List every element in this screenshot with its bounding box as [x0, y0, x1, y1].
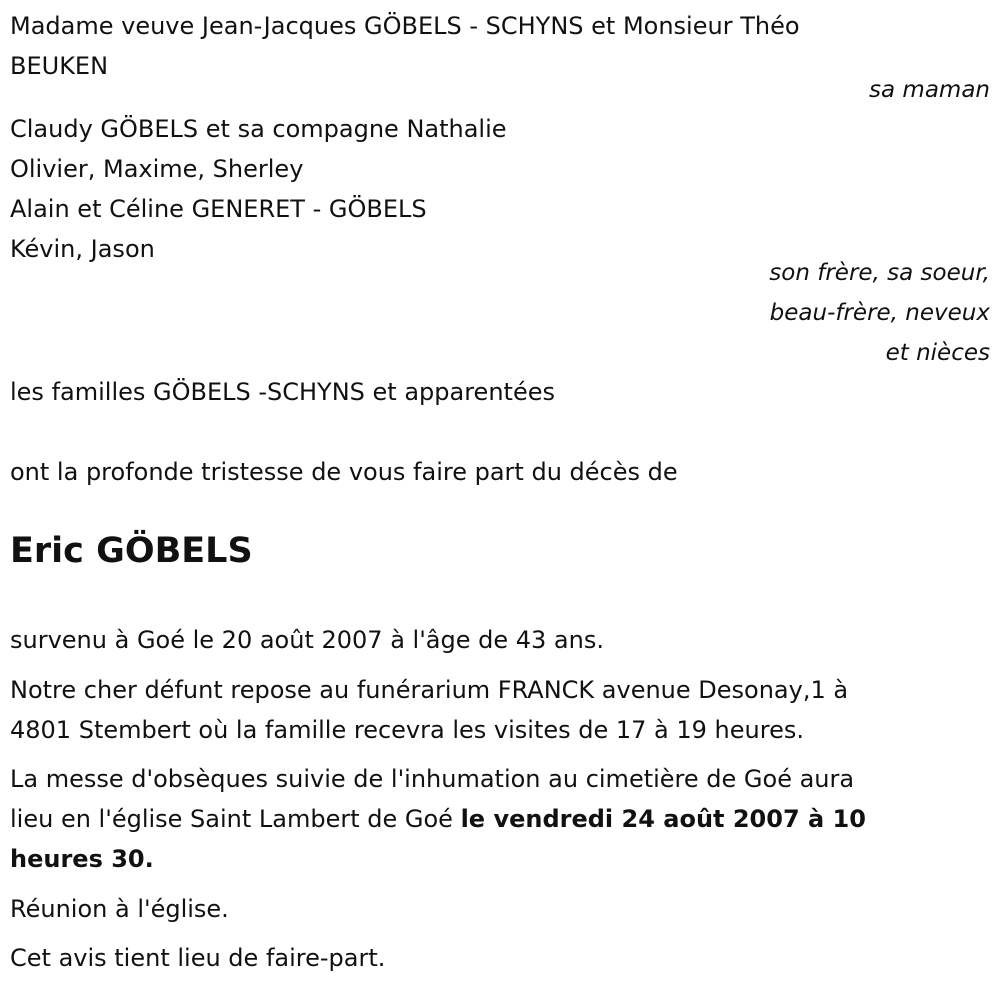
announcement-line: ont la profonde tristesse de vous faire part du décès de	[10, 458, 678, 486]
relation-line-1: son frère, sa soeur,	[769, 260, 990, 286]
relatives-line: les familles GÖBELS -SCHYNS et apparentées	[10, 378, 555, 406]
relation-line-3: et nièces	[885, 340, 990, 366]
family-line-4: Kévin, Jason	[10, 235, 155, 263]
deceased-name: Eric GÖBELS	[10, 531, 253, 571]
mass-line-1: La messe d'obsèques suivie de l'inhumation au cimetière de Goé aura	[10, 765, 855, 793]
mass-line-3: heures 30.	[10, 845, 154, 873]
relation-maman: sa maman	[869, 77, 990, 103]
repose-line-2: 4801 Stembert où la famille recevra les visites de 17 à 19 heures.	[10, 716, 804, 744]
notice-line: Cet avis tient lieu de faire-part.	[10, 944, 386, 972]
family-line-2: Olivier, Maxime, Sherley	[10, 155, 304, 183]
relation-line-2: beau-frère, neveux	[769, 300, 990, 326]
mass-line-2-prefix: lieu en l'église Saint Lambert de Goé	[10, 805, 461, 833]
family-line-1: Claudy GÖBELS et sa compagne Nathalie	[10, 115, 507, 143]
repose-line-1: Notre cher défunt repose au funérarium FRANCK avenue Desonay,1 à	[10, 676, 849, 704]
mass-date-bold: le vendredi 24 août 2007 à 10	[460, 805, 866, 833]
mass-line-2	[10, 799, 866, 839]
header-line-2: BEUKEN	[10, 52, 109, 80]
family-line-3: Alain et Céline GENERET - GÖBELS	[10, 195, 427, 223]
death-info: survenu à Goé le 20 août 2007 à l'âge de 43 ans.	[10, 626, 604, 654]
meeting-line: Réunion à l'église.	[10, 895, 229, 923]
header-line-1: Madame veuve Jean-Jacques GÖBELS - SCHYNS et Monsieur Théo	[10, 12, 800, 40]
